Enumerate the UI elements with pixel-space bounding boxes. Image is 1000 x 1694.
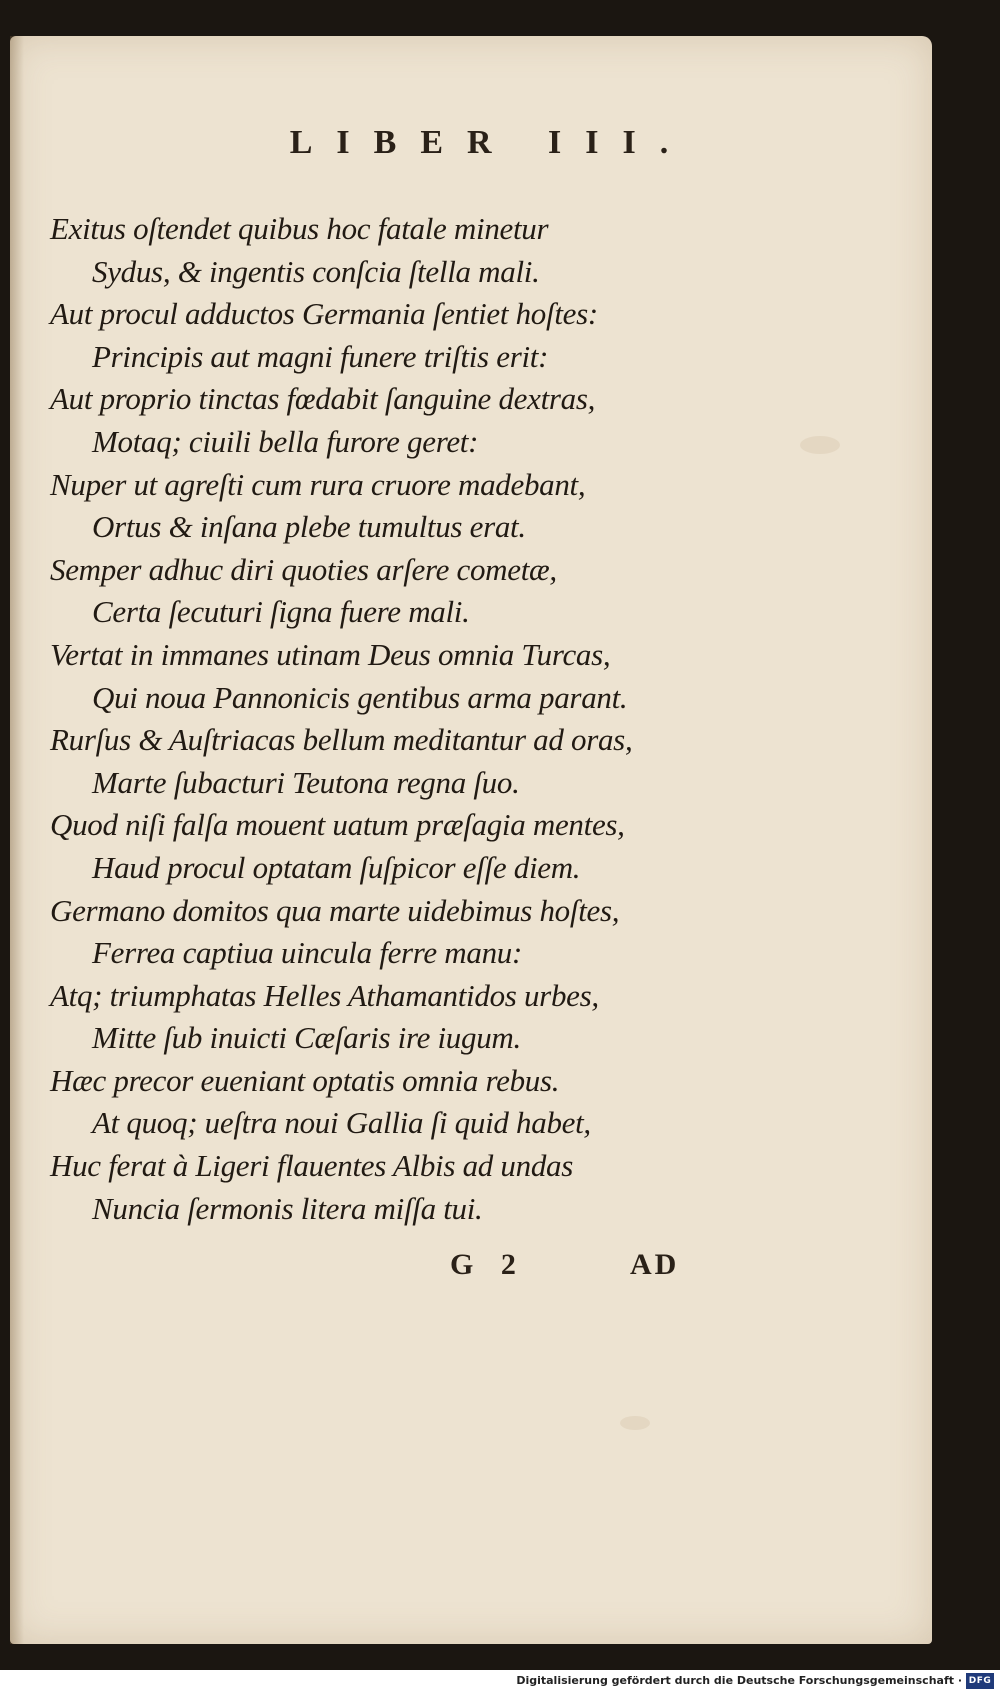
paper-stain — [620, 1416, 650, 1430]
verse-line: Exitus oſtendet quibus hoc fatale minetur — [50, 211, 549, 246]
verse-line: Quod niſi falſa mouent uatum præſagia mentes, — [50, 807, 625, 843]
verse-line: Qui noua Pannonicis gentibus arma parant. — [92, 679, 628, 715]
verse-line: Semper adhuc diri quoties arſere cometæ, — [50, 551, 557, 587]
verse-line: Vertat in immanes utinam Deus omnia Turcas, — [50, 636, 611, 672]
verse-text — [50, 208, 790, 1230]
verse-line: Atq; triumphatas Helles Athamantidos urbes, — [50, 977, 599, 1013]
digitization-credit: Digitalisierung gefördert durch die Deutsche Forschungsgemeinschaft · — [516, 1674, 962, 1687]
book-page — [10, 36, 932, 1644]
verse-line: Rurſus & Auſtriacas bellum meditantur ad oras, — [50, 722, 633, 758]
verse-line: Nuper ut agreſti cum rura cruore madebant, — [50, 466, 586, 502]
running-head: LIBER III. — [289, 124, 693, 161]
verse-line: Hæc precor eueniant optatis omnia rebus. — [50, 1062, 560, 1098]
verse-line: Ferrea captiua uincula ferre manu: — [92, 935, 523, 971]
signature-mark: G 2 — [450, 1248, 526, 1281]
verse-line: Nuncia ſermonis litera miſſa tui. — [92, 1190, 483, 1226]
verse-line: At quoq; ueſtra noui Gallia ſi quid habet, — [92, 1105, 591, 1141]
verse-line: Haud procul optatam ſuſpicor eſſe diem. — [92, 849, 581, 885]
paper-stain — [800, 436, 840, 454]
verse-line: Sydus, & ingentis conſcia ſtella mali. — [92, 253, 540, 289]
catchword: AD — [630, 1248, 680, 1281]
verse-line: Marte ſubacturi Teutona regna ſuo. — [92, 764, 520, 800]
verse-line: Principis aut magni funere triſtis erit: — [92, 338, 549, 374]
verse-line: Certa ſecuturi ſigna fuere mali. — [92, 594, 470, 630]
verse-line: Ortus & inſana plebe tumultus erat. — [92, 509, 526, 545]
verse-line: Aut procul adductos Germania ſentiet hoſtes: — [50, 296, 598, 332]
credit-bar — [0, 1670, 1000, 1694]
verse-line: Germano domitos qua marte uidebimus hoſtes, — [50, 892, 620, 928]
verse-line: Aut proprio tinctas fœdabit ſanguine dextras, — [50, 381, 596, 417]
dfg-logo-icon: DFG — [966, 1673, 994, 1689]
verse-line: Motaq; ciuili bella furore geret: — [92, 423, 479, 459]
verse-line: Mitte ſub inuicti Cæſaris ire iugum. — [92, 1020, 521, 1056]
page-gutter-shadow — [10, 36, 24, 1644]
verse-line: Huc ferat à Ligeri flauentes Albis ad undas — [50, 1148, 573, 1184]
